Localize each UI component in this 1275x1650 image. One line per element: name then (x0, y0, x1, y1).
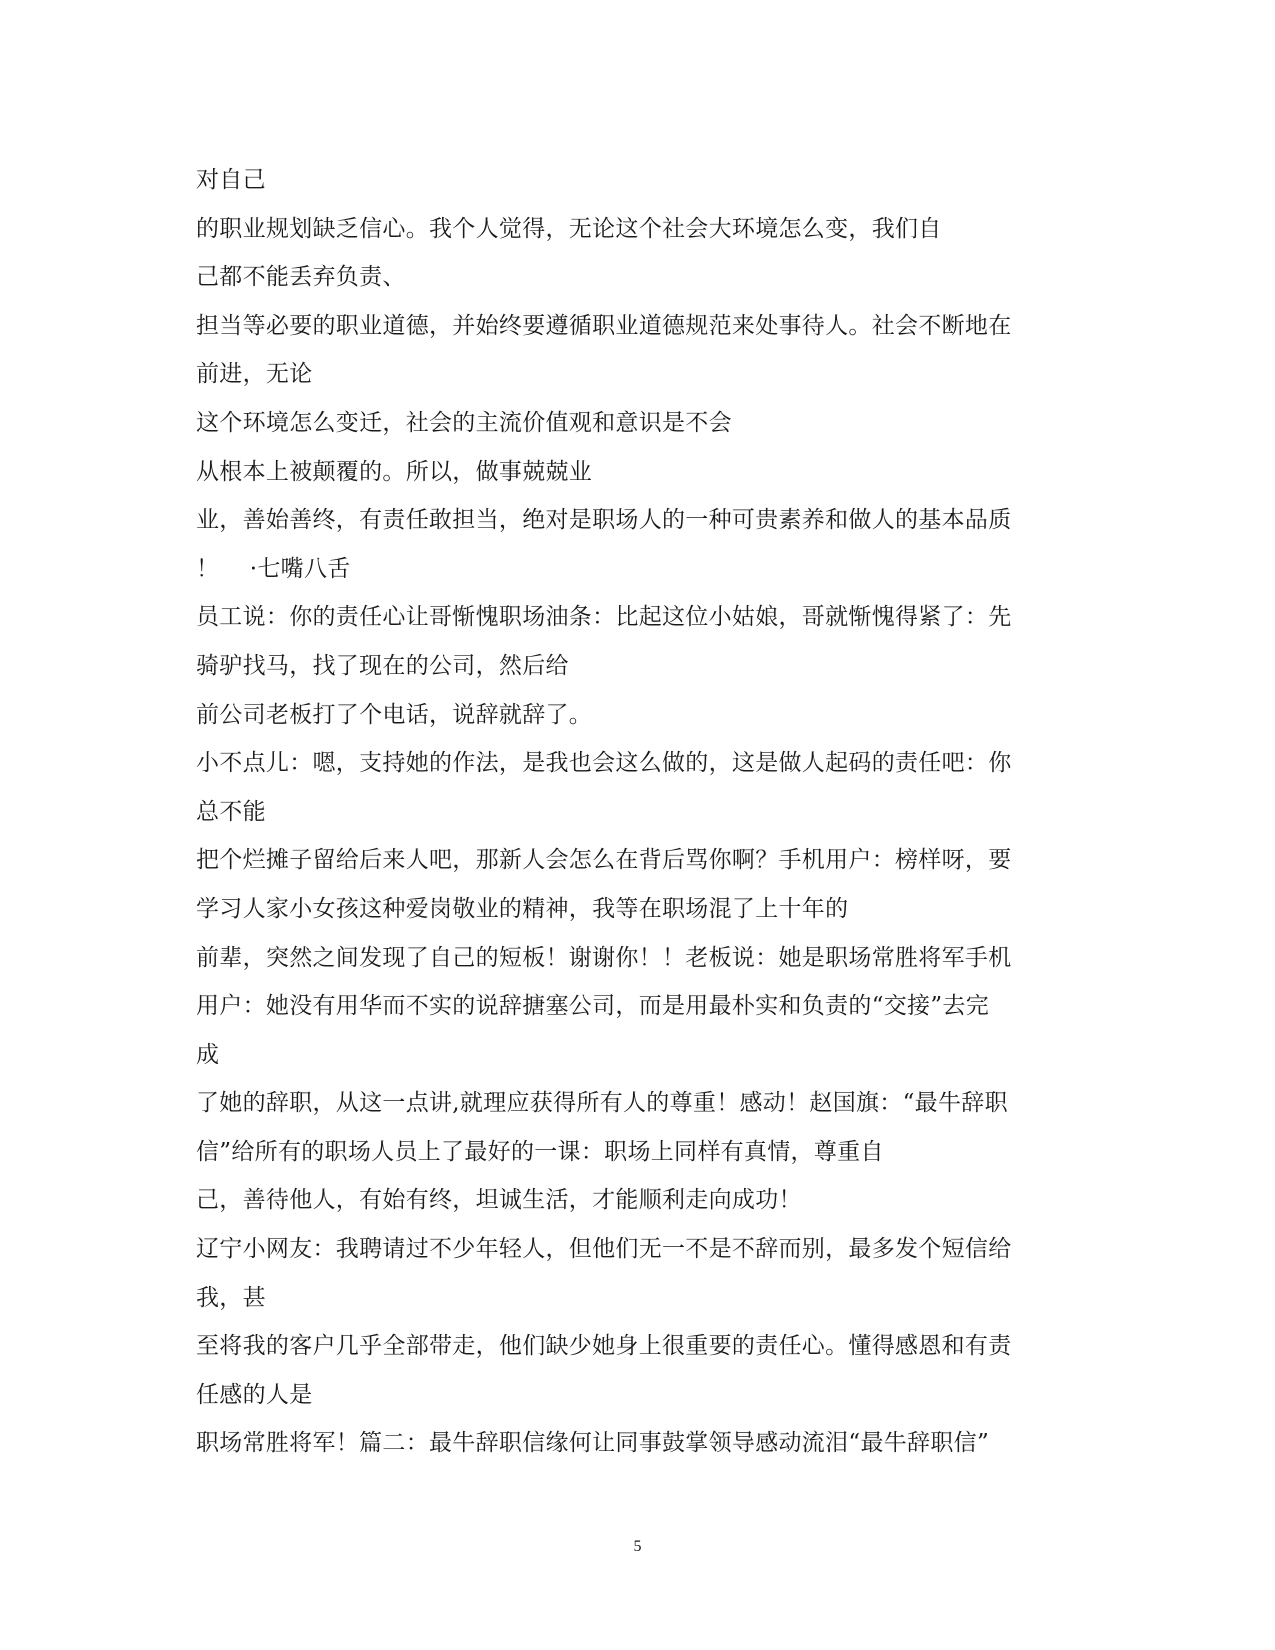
text-line: 了她的辞职，从这一点讲,就理应获得所有人的尊重！感动！赵国旗：“最牛辞职 (196, 1090, 1008, 1117)
text-line: 骑驴找马，找了现在的公司，然后给 (196, 652, 569, 679)
text-line: 至将我的客户几乎全部带走，他们缺少她身上很重要的责任心。懂得感恩和有责 (196, 1333, 1012, 1360)
text-line: 从根本上被颠覆的。所以，做事兢兢业 (196, 458, 593, 485)
text-line: 任感的人是 (196, 1381, 313, 1408)
text-line: 把个烂摊子留给后来人吧，那新人会怎么在背后骂你啊？手机用户：榜样呀，要 (196, 847, 1012, 874)
text-line: 用户：她没有用华而不实的说辞搪塞公司，而是用最朴实和负责的“交接”去完 (196, 993, 990, 1020)
text-line: 成 (196, 1041, 220, 1068)
text-line: 前公司老板打了个电话，说辞就辞了。 (196, 701, 593, 728)
text-line: 业，善始善终，有责任敢担当，绝对是职场人的一种可贵素养和做人的基本品质 (196, 507, 1012, 534)
text-line: 前辈，突然之间发现了自己的短板！谢谢你！！老板说：她是职场常胜将军手机 (196, 944, 1012, 971)
text-line: 学习人家小女孩这种爱岗敬业的精神，我等在职场混了上十年的 (196, 895, 849, 922)
text-line: 的职业规划缺乏信心。我个人觉得，无论这个社会大环境怎么变，我们自 (196, 215, 942, 242)
text-line: 我，甚 (196, 1284, 266, 1311)
text-line: 己都不能丢弃负责、 (196, 264, 406, 291)
text-line: 小不点儿：嗯，支持她的作法，是我也会这么做的，这是做人起码的责任吧：你 (196, 750, 1012, 777)
text-line: 前进，无论 (196, 361, 313, 388)
text-line: 辽宁小网友：我聘请过不少年轻人，但他们无一不是不辞而别，最多发个短信给 (196, 1236, 1012, 1263)
text-line: 担当等必要的职业道德，并始终要遵循职业道德规范来处事待人。社会不断地在 (196, 312, 1012, 339)
text-line: 员工说：你的责任心让哥惭愧职场油条：比起这位小姑娘，哥就惭愧得紧了：先 (196, 604, 1012, 631)
text-line: ！ ·七嘴八舌 (196, 555, 351, 582)
body-text (196, 156, 1096, 1468)
text-line: 这个环境怎么变迁，社会的主流价值观和意识是不会 (196, 409, 732, 436)
text-line: 职场常胜将军！篇二：最牛辞职信缘何让同事鼓掌领导感动流泪“最牛辞职信” (196, 1430, 990, 1457)
text-line: 对自己 (196, 167, 266, 193)
text-line: 己，善待他人，有始有终，坦诚生活，才能顺利走向成功！ (196, 1187, 802, 1214)
text-line: 信”给所有的职场人员上了最好的一课：职场上同样有真情，尊重自 (196, 1138, 884, 1165)
text-line: 总不能 (196, 798, 266, 825)
page-number: 5 (633, 1538, 642, 1555)
